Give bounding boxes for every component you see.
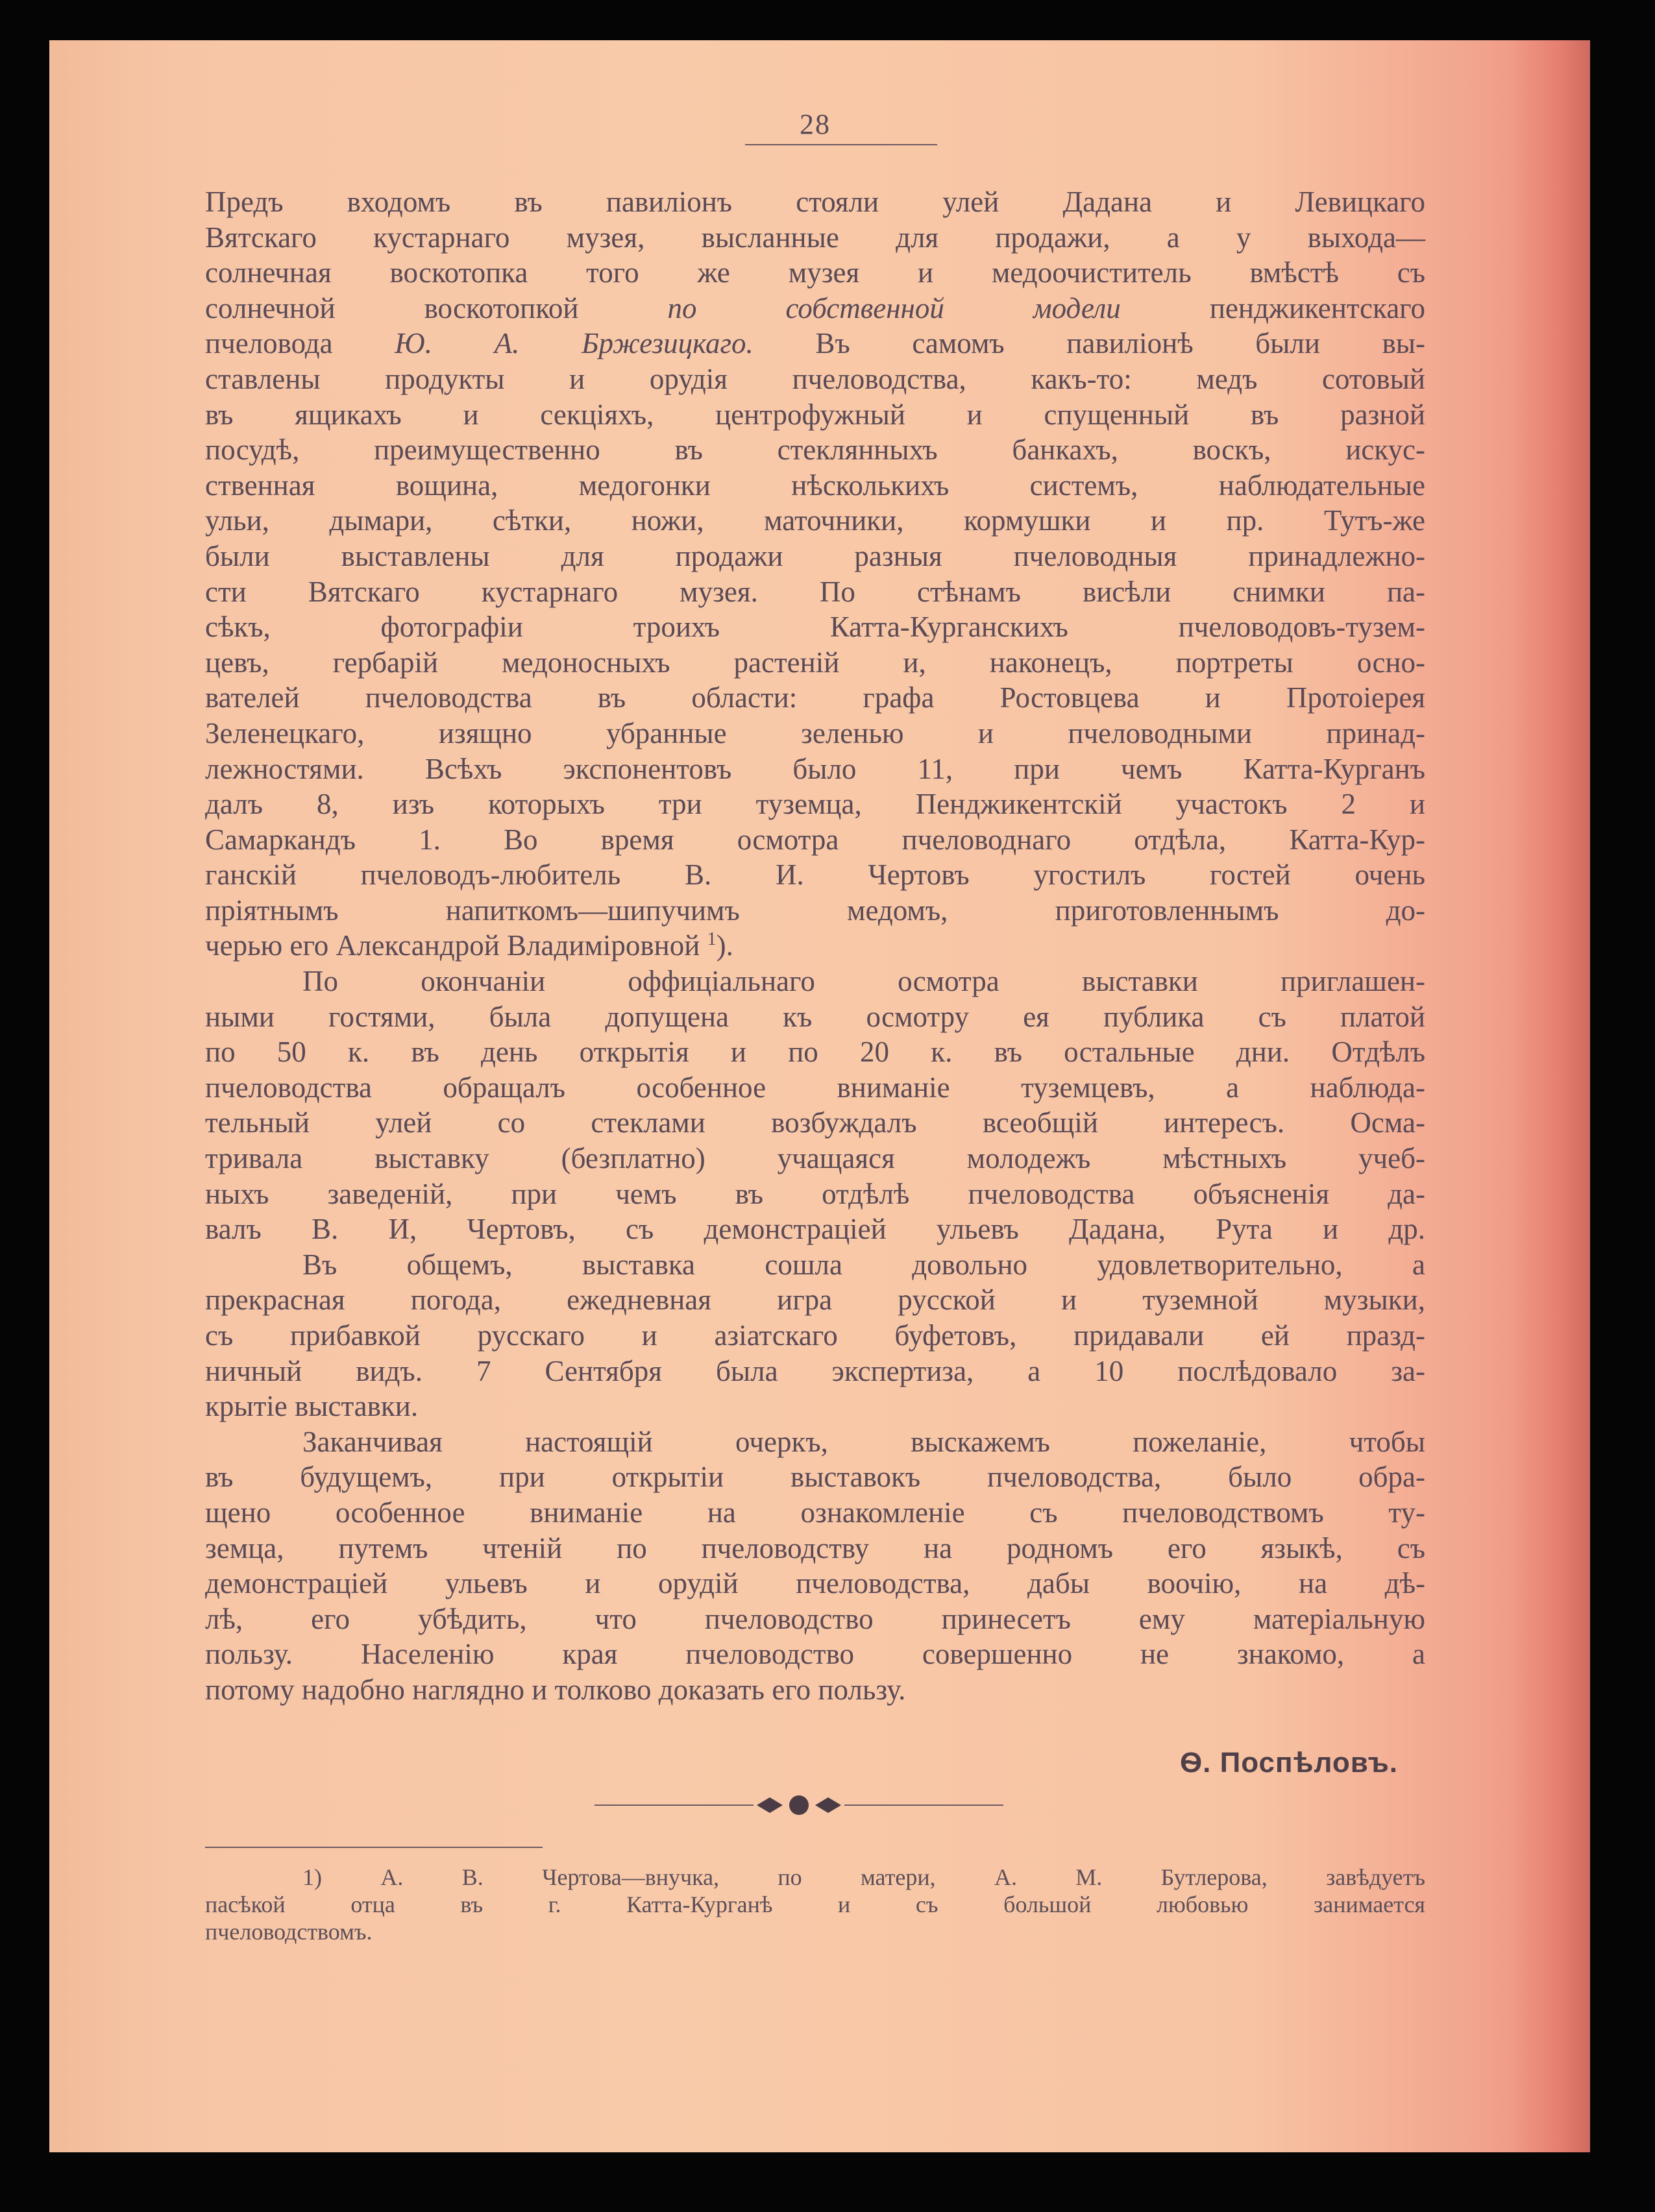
- text-line: ственная вощина, медогонки нѣсколькихъ системъ, наблюдательные: [205, 468, 1425, 502]
- text-fragment: черью его Александрой Владимiровной: [205, 929, 707, 962]
- section-ornament: [595, 1792, 1003, 1818]
- footnote-marker: 1): [302, 1864, 322, 1890]
- text-line: пользу. Населенiю края пчеловодство совершенно не знакомо, а: [205, 1638, 1425, 1671]
- text-line: [205, 326, 1425, 361]
- italic-phrase: по собственной модели: [667, 291, 1121, 324]
- text-line: Зеленецкаго, изящно убранные зеленью и пчеловодными принад-: [205, 716, 1425, 749]
- text-fragment: А. В. Чертова—внучка, по матери, А. М. Бутлерова, завѣдуетъ: [322, 1864, 1425, 1890]
- footnote-line: [205, 1864, 1425, 1891]
- text-line: пчеловодства обращалъ особенное вниманiе туземцевъ, а наблюда-: [205, 1071, 1425, 1104]
- text-line: [205, 291, 1425, 326]
- paragraph-1: [205, 184, 1425, 964]
- text-line: ставлены продукты и орудiя пчеловодства, какъ-то: медъ сотовый: [205, 362, 1425, 395]
- text-line: тривала выставку (безплатно) учащаяся молодежъ мѣстныхъ учеб-: [205, 1142, 1425, 1175]
- text-line: посудѣ, преимущественно въ стеклянныхъ банкахъ, воскъ, искус-: [205, 433, 1425, 467]
- text-line: крытiе выставки.: [205, 1390, 419, 1423]
- text-line: Вятскаго кустарнаго музея, высланные для продажи, а у выхода—: [205, 221, 1425, 254]
- text-line: демонстрацiей ульевъ и орудiй пчеловодства, дабы воочiю, на дѣ-: [205, 1567, 1425, 1600]
- text-line: прiятнымъ напиткомъ—шипучимъ медомъ, приготовленнымъ до-: [205, 893, 1425, 927]
- text-line: тельный улей со стеклами возбуждалъ всеобщiй интересъ. Осма-: [205, 1106, 1425, 1139]
- body-text: [205, 184, 1425, 1708]
- text-line: валъ В. И, Чертовъ, съ демонстрацiей ульевъ Дадана, Рута и др.: [205, 1213, 1425, 1246]
- text-fragment: пенджикентскаго: [1120, 291, 1426, 324]
- text-line: ганскiй пчеловодъ-любитель В. И. Чертовъ угостилъ гостей очень: [205, 858, 1425, 892]
- text-line: далъ 8, изъ которыхъ три туземца, Пенджикентскiй участокъ 2 и: [205, 788, 1425, 821]
- text-line: съ прибавкой русскаго и азiатскаго буфетовъ, придавали ей празд-: [205, 1319, 1425, 1352]
- text-line: Въ общемъ, выставка сошла довольно удовлетворительно, а: [302, 1248, 1425, 1281]
- text-fragment: солнечной воскотопкой: [205, 291, 668, 324]
- author-signature: Ѳ. Поспѣловъ.: [1179, 1747, 1398, 1779]
- footnote-reference[interactable]: 1: [707, 929, 717, 950]
- footnote-line: пасѣкой отца въ г. Катта-Курганѣ и съ большой любовью занимается: [205, 1891, 1425, 1917]
- page-number: 28: [800, 108, 831, 140]
- text-fragment: пчеловода: [205, 327, 395, 360]
- text-line: по 50 к. въ день открытiя и по 20 к. въ остальные дни. Отдѣлъ: [205, 1036, 1425, 1069]
- text-line: ульи, дымари, сѣтки, ножи, маточники, кормушки и пр. Тутъ-же: [205, 504, 1425, 537]
- text-line: Самаркандъ 1. Во время осмотра пчеловоднаго отдѣла, Катта-Кур-: [205, 823, 1425, 856]
- text-line: Заканчивая настоящiй очеркъ, выскажемъ пожеланiе, чтобы: [302, 1425, 1425, 1458]
- text-line: солнечная воскотопка того же музея и медоочиститель вмѣстѣ съ: [205, 256, 1425, 289]
- text-line: Предъ входомъ въ павилiонъ стояли улей Дадана и Левицкаго: [205, 186, 1425, 218]
- text-fragment: ).: [716, 929, 733, 962]
- text-line: [205, 928, 1425, 964]
- italic-name: Ю. А. Бржезицкаго.: [395, 327, 754, 360]
- text-line: земца, путемъ чтенiй по пчеловодству на родномъ его языкѣ, съ: [205, 1531, 1425, 1564]
- paragraph-2: [205, 964, 1425, 1247]
- text-line: въ ящикахъ и секцiяхъ, центрофужный и спущенный въ разной: [205, 398, 1425, 431]
- footnote-line: пчеловодствомъ.: [205, 1919, 373, 1945]
- page-number-rule: [745, 144, 937, 145]
- text-line: сѣкъ, фотографiи троихъ Катта-Курганскихъ пчеловодовъ-тузем-: [205, 611, 1425, 644]
- footnote-rule: [205, 1847, 543, 1848]
- text-line: въ будущемъ, при открытiи выставокъ пчеловодства, было обра-: [205, 1461, 1425, 1494]
- text-line: щено особенное вниманiе на ознакомленiе съ пчеловодствомъ ту-: [205, 1496, 1425, 1529]
- page-edge-shadow: [1512, 40, 1590, 2152]
- text-line: По окончанiи оффицiальнаго осмотра выставки приглашен-: [302, 965, 1425, 998]
- text-line: сти Вятскаго кустарнаго музея. По стѣнамъ висѣли снимки па-: [205, 575, 1425, 608]
- text-line: ными гостями, была допущена къ осмотру ея публика съ платой: [205, 1000, 1425, 1033]
- text-line: вателей пчеловодства въ области: графа Ростовцева и Протоiерея: [205, 681, 1425, 714]
- book-page: [49, 40, 1590, 2152]
- text-line: были выставлены для продажи разныя пчеловодныя принадлежно-: [205, 539, 1425, 572]
- footnote: [205, 1864, 1425, 1945]
- text-line: потому надобно наглядно и толково доказать его пользу.: [205, 1673, 906, 1706]
- text-fragment: Въ самомъ павилiонѣ были вы-: [753, 327, 1426, 360]
- text-line: цевъ, гербарiй медоносныхъ растенiй и, наконецъ, портреты осно-: [205, 646, 1425, 679]
- paragraph-4: [205, 1424, 1425, 1708]
- text-line: ныхъ заведенiй, при чемъ въ отдѣлѣ пчеловодства объясненiя да-: [205, 1177, 1425, 1210]
- text-line: лежностями. Всѣхъ экспонентовъ было 11, при чемъ Катта-Курганъ: [205, 752, 1425, 785]
- text-line: прекрасная погода, ежедневная игра русской и туземной музыки,: [205, 1283, 1425, 1317]
- paragraph-3: [205, 1247, 1425, 1424]
- text-line: лѣ, его убѣдить, что пчеловодство принесетъ ему матерiальную: [205, 1602, 1425, 1635]
- text-line: ничный видъ. 7 Сентября была экспертиза, а 10 послѣдовало за-: [205, 1354, 1425, 1387]
